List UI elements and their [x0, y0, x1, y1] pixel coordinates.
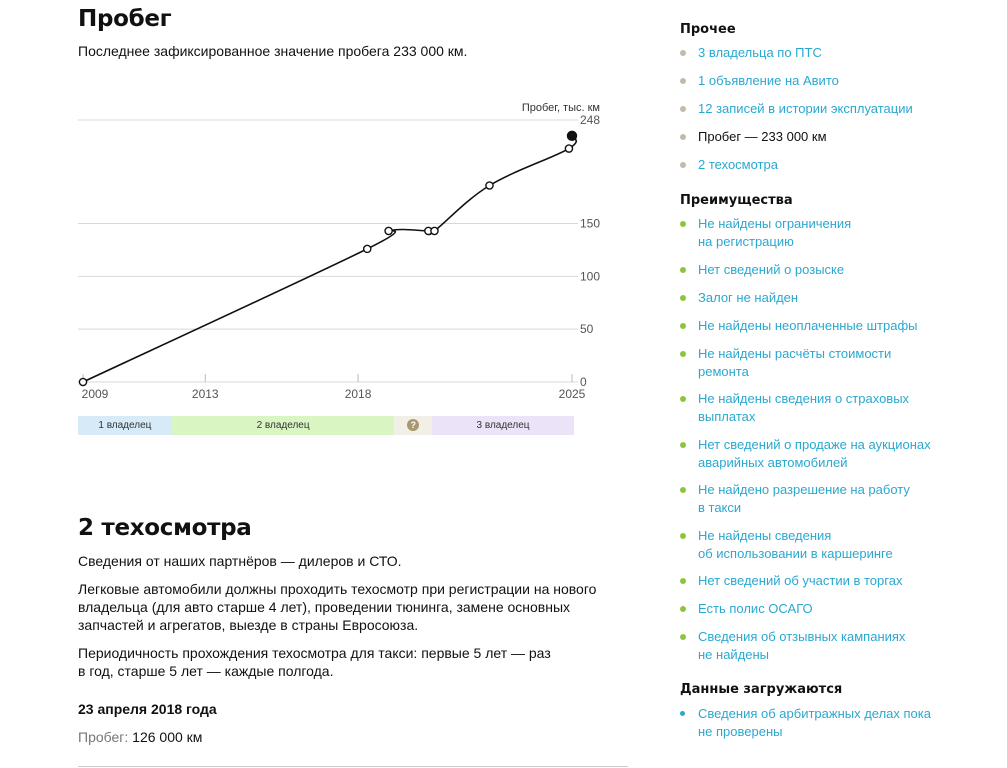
sidebar-advantage-item-label: Нет сведений об участии в торгах: [698, 573, 903, 588]
sidebar-other-item[interactable]: [680, 44, 943, 62]
sidebar-other-item[interactable]: [680, 72, 943, 90]
taxi-periodicity-line: Периодичность прохождения техосмотра для такси: первые 5 лет — раз: [78, 645, 551, 661]
sidebar-advantage-item-label: Не найдены сведения: [698, 528, 832, 543]
inspection-rules-line: владельца (для авто старше 4 лет), проведении тюнинга, замене основных: [78, 599, 571, 615]
y-tick-label: 248: [580, 113, 601, 127]
sidebar-other-item-label: Пробег — 233 000 км: [698, 129, 827, 144]
inspection-source-text: Сведения от наших партнёров — дилеров и СТО.: [78, 553, 402, 569]
owners-timeline-bar: [78, 416, 574, 435]
data-point: [568, 131, 577, 140]
sidebar-advantage-item-label: Нет сведений о розыске: [698, 262, 845, 277]
y-tick-label: 0: [580, 375, 587, 389]
bullet-dot-icon: [680, 634, 686, 640]
owner-segment: 3 владелец: [432, 416, 574, 435]
x-tick-label: 2018: [344, 387, 372, 401]
sidebar-advantage-item-label: Не найдено разрешение на работу: [698, 482, 910, 497]
sidebar-other-item-label: 12 записей в истории эксплуатации: [698, 101, 913, 116]
sidebar-advantages-title: Преимущества: [680, 193, 793, 208]
y-tick-label: 50: [580, 322, 594, 337]
inspection-rules-text: [78, 580, 596, 634]
question-icon[interactable]: ?: [407, 419, 419, 431]
sidebar-advantage-item-label: на регистрацию: [698, 233, 794, 249]
inspection-mileage: [78, 729, 202, 745]
bullet-dot-icon: [680, 442, 686, 448]
sidebar-other-item[interactable]: [680, 156, 943, 174]
sidebar-loading-item-label: не проверены: [698, 723, 783, 739]
y-axis-label: Пробег, тыс. км: [521, 102, 600, 114]
sidebar-advantage-item[interactable]: [680, 289, 943, 307]
mileage-line: [83, 136, 576, 382]
sidebar-advantage-item[interactable]: [680, 527, 943, 562]
sidebar-advantage-item-label: ремонта: [698, 363, 749, 379]
x-tick-label: 2009: [81, 387, 109, 401]
inspection-title: 2 техосмотра: [78, 515, 252, 541]
data-point: [385, 227, 392, 234]
sidebar-advantage-item[interactable]: [680, 345, 943, 380]
sidebar-other-item-label: 1 объявление на Авито: [698, 73, 839, 88]
inspection-mileage-value: 126 000 км: [132, 729, 203, 745]
owner-segment: 1 владелец: [78, 416, 172, 435]
sidebar-advantage-item-label: в такси: [698, 499, 742, 515]
taxi-periodicity-text: [78, 644, 551, 680]
bullet-dot-icon: [680, 78, 686, 84]
sidebar-advantage-item-label: Не найдены неоплаченные штрафы: [698, 318, 918, 333]
sidebar-advantage-item[interactable]: [680, 436, 943, 471]
sidebar-loading-item-label: Сведения об арбитражных делах пока: [698, 706, 931, 721]
sidebar-advantage-item[interactable]: [680, 481, 943, 516]
sidebar-advantage-item-label: Сведения об отзывных кампаниях: [698, 629, 906, 644]
data-point: [431, 227, 438, 234]
inspection-rules-line: Легковые автомобили должны проходить техосмотр при регистрации на нового: [78, 581, 597, 597]
bullet-dot-icon: [680, 578, 686, 584]
y-tick-label: 100: [580, 269, 601, 284]
data-point: [364, 245, 371, 252]
sidebar-advantage-item-label: об использовании в каршеринге: [698, 545, 893, 561]
bullet-dot-icon: [680, 221, 686, 227]
sidebar-loading-item[interactable]: [680, 705, 943, 740]
bullet-dot-icon: [680, 134, 686, 140]
bullet-dot-icon: [680, 487, 686, 493]
y-tick-label: 150: [580, 216, 601, 231]
sidebar-advantage-item[interactable]: [680, 600, 943, 618]
divider: [78, 766, 628, 767]
sidebar-advantage-item[interactable]: [680, 261, 943, 279]
inspection-mileage-label: Пробег:: [78, 729, 129, 745]
sidebar-advantage-item[interactable]: [680, 215, 943, 250]
sidebar-advantage-item[interactable]: [680, 628, 943, 663]
bullet-dot-icon: [680, 533, 686, 539]
sidebar-other-item[interactable]: [680, 100, 943, 118]
mileage-subtitle: Последнее зафиксированное значение пробега 233 000 км.: [78, 43, 468, 59]
bullet-dot-icon: [680, 267, 686, 273]
bullet-dot-icon: [680, 606, 686, 612]
bullet-dot-icon: [680, 162, 686, 168]
data-point: [486, 182, 493, 189]
data-point: [565, 145, 572, 152]
bullet-dot-icon: [680, 711, 685, 716]
taxi-periodicity-line: в год, старше 5 лет — каждые полгода.: [78, 663, 334, 679]
sidebar-other-item-label: 2 техосмотра: [698, 157, 778, 172]
data-point: [79, 378, 86, 385]
sidebar-loading-title: Данные загружаются: [680, 682, 843, 697]
inspection-date: 23 апреля 2018 года: [78, 701, 217, 717]
sidebar-advantage-item-label: Не найдены ограничения: [698, 216, 852, 231]
sidebar-advantage-item[interactable]: [680, 572, 943, 590]
sidebar-advantage-item-label: аварийных автомобилей: [698, 454, 848, 470]
sidebar-other-item: [680, 128, 943, 146]
owner-segment: 2 владелец: [172, 416, 395, 435]
sidebar-advantage-item-label: Не найдены расчёты стоимости: [698, 346, 892, 361]
bullet-dot-icon: [680, 351, 686, 357]
bullet-dot-icon: [680, 323, 686, 329]
sidebar-advantage-item[interactable]: [680, 317, 943, 335]
bullet-dot-icon: [680, 50, 686, 56]
mileage-chart: [78, 95, 638, 415]
sidebar-other-title: Прочее: [680, 22, 736, 37]
sidebar-advantage-item[interactable]: [680, 390, 943, 425]
x-tick-label: 2013: [191, 387, 219, 401]
bullet-dot-icon: [680, 396, 686, 402]
sidebar-advantage-item-label: выплатах: [698, 408, 756, 424]
bullet-dot-icon: [680, 106, 686, 112]
sidebar-other-item-label: 3 владельца по ПТС: [698, 45, 822, 60]
unknown-owner-segment: [394, 416, 432, 435]
bullet-dot-icon: [680, 295, 686, 301]
x-tick-label: 2025: [558, 387, 586, 401]
sidebar-advantage-item-label: не найдены: [698, 646, 770, 662]
sidebar-advantage-item-label: Не найдены сведения о страховых: [698, 391, 910, 406]
sidebar-advantage-item-label: Залог не найден: [698, 290, 799, 305]
sidebar-advantage-item-label: Нет сведений о продаже на аукционах: [698, 437, 931, 452]
inspection-rules-line: запчастей и агрегатов, выезде в страны Евросоюза.: [78, 617, 419, 633]
sidebar-advantage-item-label: Есть полис ОСАГО: [698, 601, 813, 616]
mileage-title: Пробег: [78, 6, 172, 32]
